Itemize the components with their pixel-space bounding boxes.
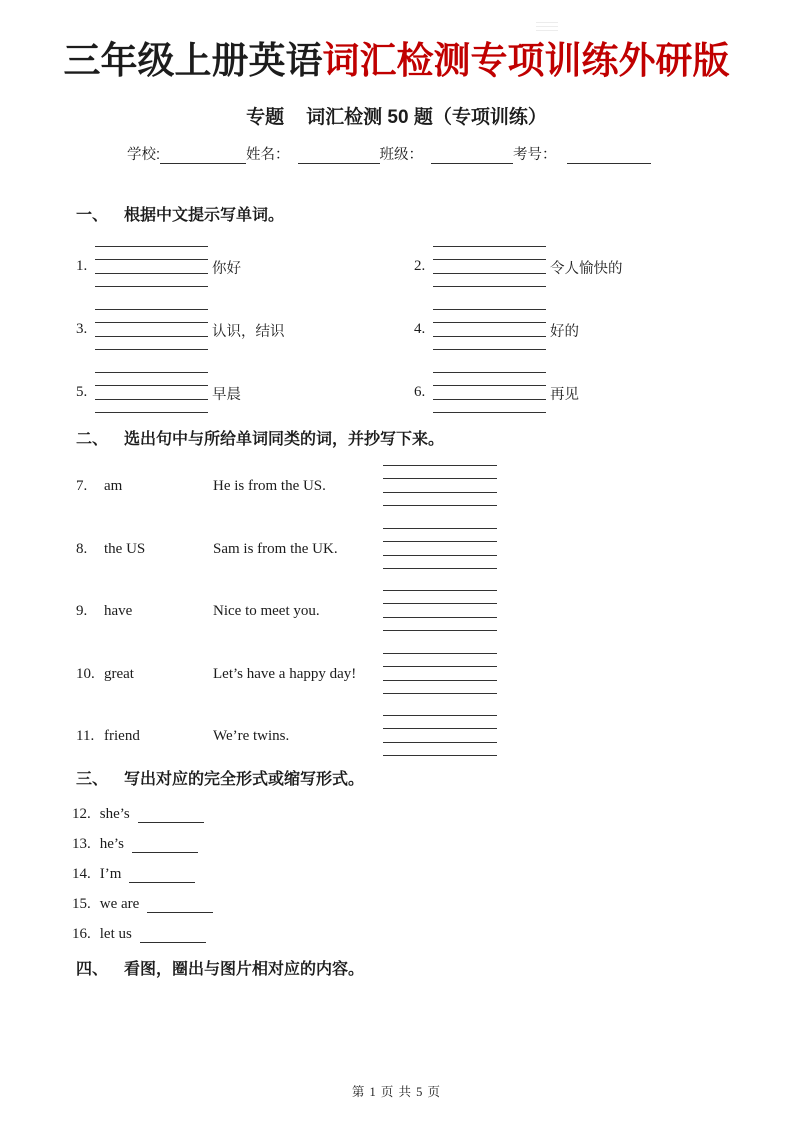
form-item <box>72 925 206 943</box>
form-item <box>72 835 198 853</box>
section-three-header <box>76 770 364 790</box>
answer-lines <box>433 233 546 287</box>
answer-lines <box>433 359 546 413</box>
item-hint: 认识，结识 <box>212 324 285 340</box>
item-number: 8. <box>76 541 88 557</box>
form-item <box>72 805 204 823</box>
item-term: I’m <box>99 866 122 882</box>
page-title-red: 词汇检测专项训练外研版 <box>322 40 730 81</box>
item-word: great <box>104 666 134 682</box>
section-three-title: 写出对应的完全形式或缩写形式。 <box>124 771 365 788</box>
section-four-header <box>76 960 364 980</box>
answer-lines <box>383 577 497 631</box>
item-term: we are <box>99 896 140 912</box>
item-hint: 令人愉快的 <box>550 261 623 277</box>
item-number: 5. <box>76 384 88 400</box>
answer-lines <box>383 640 497 694</box>
item-number: 7. <box>76 478 88 494</box>
section-two-header <box>76 430 444 450</box>
class-label: 班级： <box>379 147 424 163</box>
scan-artifact <box>536 19 558 31</box>
exam-no-label: 考号： <box>513 147 557 163</box>
section-four-number: 四、 <box>76 961 109 978</box>
answer-lines <box>383 452 497 506</box>
section-two-title: 选出句中与所给单词同类的词，并抄写下来。 <box>124 431 445 448</box>
section-three-number: 三、 <box>76 771 109 788</box>
item-hint: 早晨 <box>212 387 241 403</box>
name-label: 姓名： <box>246 147 290 163</box>
item-number: 6. <box>414 384 426 400</box>
classify-item <box>0 640 793 692</box>
item-sentence: Sam is from the UK. <box>213 541 338 557</box>
page-title <box>0 38 793 84</box>
classify-item <box>0 702 793 754</box>
item-word: am <box>104 478 123 494</box>
page-footer <box>0 1082 793 1100</box>
item-number: 13. <box>72 836 91 852</box>
exam-no-blank <box>567 148 651 164</box>
item-number: 3. <box>76 321 88 337</box>
answer-lines <box>383 702 497 756</box>
item-term: let us <box>99 926 132 942</box>
subtitle-main: 词汇检测 50 题（专项训练） <box>306 107 547 128</box>
answer-blank <box>140 927 206 943</box>
item-number: 4. <box>414 321 426 337</box>
name-blank <box>298 148 380 164</box>
form-item <box>72 895 213 913</box>
answer-blank <box>138 807 204 823</box>
page-subtitle <box>0 105 793 131</box>
page-title-black: 三年级上册英语 <box>63 40 323 81</box>
item-number: 9. <box>76 603 88 619</box>
item-word: the US <box>104 541 146 557</box>
answer-lines <box>95 296 208 350</box>
item-sentence: Nice to meet you. <box>213 603 320 619</box>
classify-item <box>0 452 793 504</box>
word-item <box>76 233 396 285</box>
class-blank <box>431 148 513 164</box>
classify-item <box>0 577 793 629</box>
item-term: he’s <box>99 836 124 852</box>
section-one-number: 一、 <box>76 207 109 224</box>
word-item <box>414 359 734 411</box>
answer-lines <box>433 296 546 350</box>
page-indicator: 第 1 页 共 5 页 <box>351 1085 442 1099</box>
answer-blank <box>129 867 195 883</box>
school-blank <box>160 148 246 164</box>
answer-blank <box>132 837 198 853</box>
word-item <box>76 296 396 348</box>
section-one-title: 根据中文提示写单词。 <box>124 207 285 224</box>
school-label: 学校: <box>127 147 161 163</box>
item-number: 16. <box>72 926 91 942</box>
item-sentence: Let’s have a happy day! <box>213 666 357 682</box>
item-term: she’s <box>99 806 130 822</box>
item-number: 1. <box>76 258 88 274</box>
item-number: 15. <box>72 896 91 912</box>
answer-lines <box>95 359 208 413</box>
item-word: have <box>104 603 133 619</box>
word-item <box>414 296 734 348</box>
section-one-header <box>76 206 284 226</box>
item-hint: 好的 <box>550 324 579 340</box>
answer-lines <box>95 233 208 287</box>
item-number: 11. <box>76 728 95 744</box>
section-four-title: 看图，圈出与图片相对应的内容。 <box>124 961 365 978</box>
word-item <box>414 233 734 285</box>
item-hint: 再见 <box>550 387 579 403</box>
section-two-number: 二、 <box>76 431 109 448</box>
item-word: friend <box>104 728 140 744</box>
item-sentence: We’re twins. <box>213 728 290 744</box>
student-info-line <box>127 146 651 164</box>
subtitle-prefix: 专题 <box>246 107 285 128</box>
item-number: 14. <box>72 866 91 882</box>
word-item <box>76 359 396 411</box>
item-number: 2. <box>414 258 426 274</box>
answer-blank <box>147 897 213 913</box>
item-number: 10. <box>76 666 95 682</box>
item-number: 12. <box>72 806 91 822</box>
answer-lines <box>383 515 497 569</box>
form-item <box>72 865 195 883</box>
item-hint: 你好 <box>212 261 241 277</box>
classify-item <box>0 515 793 567</box>
item-sentence: He is from the US. <box>213 478 326 494</box>
